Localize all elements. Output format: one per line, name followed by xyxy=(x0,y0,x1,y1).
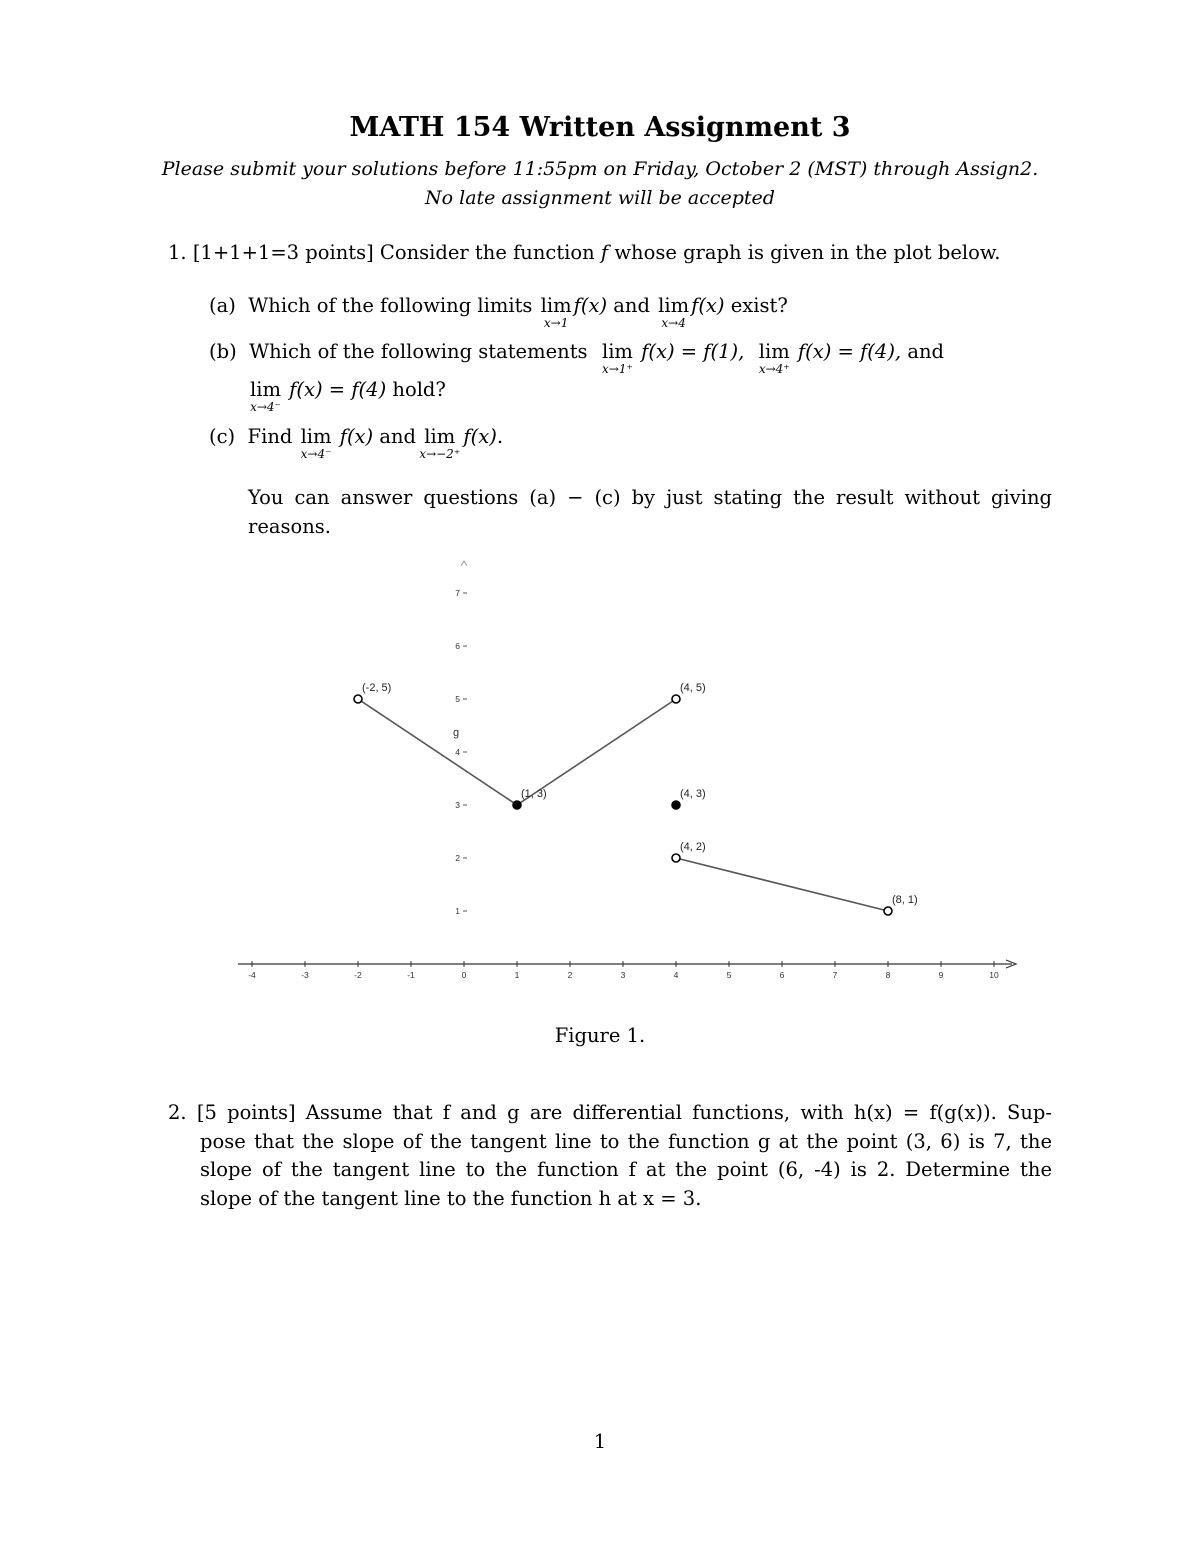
question-2-line-2: pose that the slope of the tangent line to the function g at the point (3, 6) is 7, the xyxy=(200,1130,1052,1153)
graph-point-label: (4, 2) xyxy=(680,841,706,853)
page-title: MATH 154 Written Assignment 3 xyxy=(349,112,851,143)
x-tick-label: -1 xyxy=(407,970,415,980)
graph-point-label: (1, 3) xyxy=(521,788,547,800)
graph-point xyxy=(672,801,680,809)
graph-segment xyxy=(358,699,517,805)
x-tick-label: 0 xyxy=(461,970,467,980)
question-2-line-4: slope of the tangent line to the function h at x = 3. xyxy=(200,1187,702,1210)
graph-point xyxy=(672,854,680,862)
y-tick-label: 5 xyxy=(455,694,460,704)
limit-operator: lim x→4⁻ xyxy=(300,425,332,461)
graph-point xyxy=(884,907,892,915)
graph-point xyxy=(354,695,362,703)
question-1b: (b) Which of the following statements lim x→1⁺ f(x) = f(1), lim x→4⁺ f(x) = f(4), and xyxy=(209,340,945,376)
x-tick-label: 7 xyxy=(832,970,838,980)
page-number: 1 xyxy=(593,1430,607,1453)
y-tick-label: 6 xyxy=(455,641,460,651)
x-tick-label: 10 xyxy=(989,970,999,980)
limit-operator: lim x→4⁺ xyxy=(758,340,790,376)
graph-point-label: (4, 5) xyxy=(680,682,706,694)
function-graph xyxy=(0,540,1200,1000)
limit-operator: lim x→4⁻ xyxy=(250,378,281,414)
graph-point-label: (-2, 5) xyxy=(362,682,392,694)
x-tick-label: 9 xyxy=(938,970,944,980)
x-tick-label: -2 xyxy=(354,970,362,980)
x-tick-label: 8 xyxy=(885,970,891,980)
x-tick-label: 4 xyxy=(673,970,679,980)
submission-instructions: Please submit your solutions before 11:55pm on Friday, October 2 (MST) through Assign2. xyxy=(161,158,1039,180)
question-1a: (a) Which of the following limits lim x→1 f(x) and lim x→4 f(x) exist? xyxy=(209,294,788,330)
late-policy: No late assignment will be accepted xyxy=(425,187,775,209)
question-1-note: You can answer questions (a) − (c) by just stating the result without giving xyxy=(248,486,1052,509)
question-1-intro: 1. [1+1+1=3 points] Consider the function f whose graph is given in the plot below. xyxy=(168,241,1001,264)
graph-point xyxy=(672,695,680,703)
graph-point xyxy=(513,801,521,809)
graph-points xyxy=(354,682,918,915)
question-2-line-1: 2. [5 points] Assume that f and g are differential functions, with h(x) = f(g(x)). Sup- xyxy=(168,1101,1052,1124)
x-tick-label: 6 xyxy=(779,970,785,980)
x-tick-label: 3 xyxy=(620,970,626,980)
graph-axes xyxy=(238,561,1016,980)
limit-operator: lim x→1⁺ xyxy=(601,340,633,376)
x-tick-label: -3 xyxy=(301,970,309,980)
x-tick-label: 1 xyxy=(514,970,520,980)
y-tick-label: 4 xyxy=(455,747,460,757)
limit-operator: lim x→−2⁺ xyxy=(419,425,461,461)
curve-label: g xyxy=(452,727,460,740)
graph-point-label: (4, 3) xyxy=(680,788,706,800)
x-tick-label: 2 xyxy=(567,970,573,980)
y-tick-label: 2 xyxy=(455,853,460,863)
question-2-line-3: slope of the tangent line to the function f at the point (6, -4) is 2. Determine the xyxy=(200,1158,1052,1181)
graph-segment xyxy=(676,858,888,911)
x-tick-label: 5 xyxy=(726,970,732,980)
question-1b-cont: lim x→4⁻ f(x) = f(4) hold? xyxy=(250,378,446,414)
graph-point-label: (8, 1) xyxy=(892,894,918,906)
figure-caption: Figure 1. xyxy=(554,1024,646,1047)
y-tick-label: 7 xyxy=(455,588,460,598)
y-tick-label: 1 xyxy=(455,906,460,916)
y-tick-label: 3 xyxy=(455,800,460,810)
y-axis-arrow xyxy=(461,561,467,566)
question-1-note-end: reasons. xyxy=(248,515,331,538)
x-tick-label: -4 xyxy=(248,970,256,980)
graph-segments xyxy=(358,699,888,911)
limit-operator: lim x→4 xyxy=(658,294,690,330)
question-1c: (c) Find lim x→4⁻ f(x) and lim x→−2⁺ f(x). xyxy=(209,425,504,461)
limit-operator: lim x→1 xyxy=(540,294,572,330)
